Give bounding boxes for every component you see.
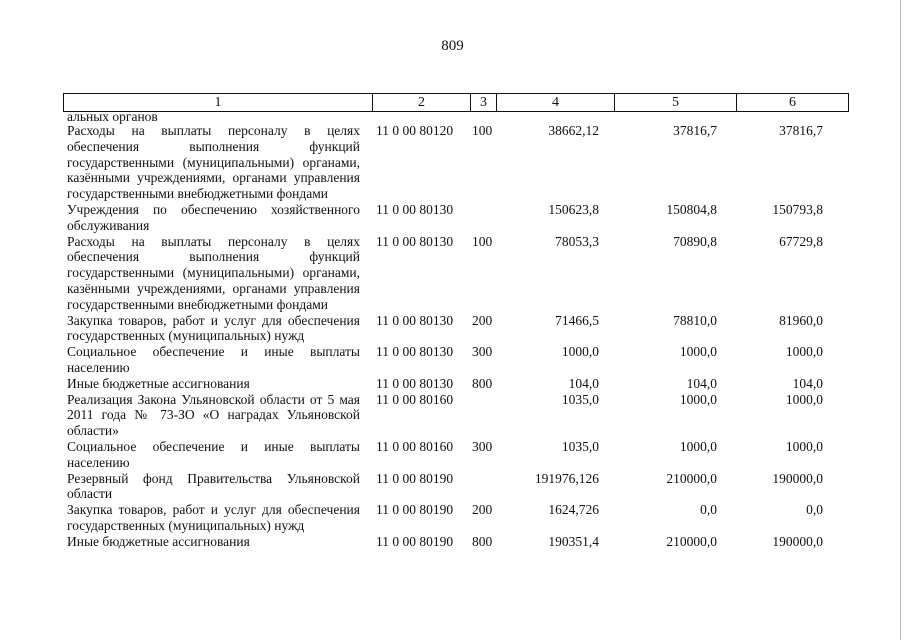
header-cell-5: 5 — [614, 94, 736, 111]
row-value-3: 150793,8 — [772, 201, 823, 217]
row-value-2: 1000,0 — [679, 344, 717, 360]
table-row — [67, 392, 849, 439]
header-cell-3: 3 — [470, 94, 496, 111]
row-expense-type: 100 — [472, 123, 493, 138]
table-row — [67, 202, 849, 234]
row-value-1: 1035,0 — [561, 391, 599, 407]
row-value-2: 70890,8 — [673, 233, 717, 249]
table-row — [67, 123, 849, 202]
row-value-1: 150623,8 — [548, 201, 599, 217]
row-code: 11 0 00 80130 — [376, 312, 454, 328]
row-code: 11 0 00 80130 — [376, 344, 454, 360]
row-value-1: 1035,0 — [561, 438, 599, 454]
row-value-3: 37816,7 — [779, 123, 823, 138]
row-description: Социальное обеспечение и иные выплаты населению — [67, 438, 360, 470]
row-value-1: 1624,726 — [548, 502, 599, 518]
header-cell-6: 6 — [736, 94, 848, 111]
table-row — [67, 234, 849, 313]
row-value-2: 0,0 — [700, 502, 717, 518]
row-expense-type: 300 — [472, 438, 493, 454]
row-value-1: 38662,12 — [548, 123, 599, 138]
page-number: 809 — [441, 38, 464, 54]
row-expense-type: 800 — [472, 375, 493, 391]
row-code: 11 0 00 80120 — [376, 123, 454, 138]
header-cell-1: 1 — [214, 95, 222, 110]
row-description: Закупка товаров, работ и услуг для обеспечения государственных (муниципальных) нужд — [67, 312, 360, 344]
row-code: 11 0 00 80190 — [376, 502, 454, 518]
table-row — [67, 376, 849, 392]
header-cell-4: 4 — [496, 94, 614, 111]
row-value-2: 150804,8 — [666, 201, 717, 217]
row-expense-type: 300 — [472, 344, 493, 360]
row-value-1: 104,0 — [568, 375, 599, 391]
row-value-3: 190000,0 — [772, 533, 823, 549]
row-value-3: 67729,8 — [779, 233, 823, 249]
row-expense-type: 200 — [472, 312, 493, 328]
row-value-3: 1000,0 — [785, 391, 823, 407]
row-value-1: 190351,4 — [548, 533, 599, 549]
row-code: 11 0 00 80130 — [376, 201, 454, 217]
row-description: Иные бюджетные ассигнования — [67, 375, 250, 391]
row-value-3: 104,0 — [792, 375, 823, 391]
row-code: 11 0 00 80160 — [376, 391, 454, 407]
continuation-text: альных органов — [67, 109, 158, 124]
row-code: 11 0 00 80130 — [376, 233, 454, 249]
row-value-1: 71466,5 — [555, 312, 599, 328]
row-expense-type: 800 — [472, 533, 493, 549]
row-expense-type — [472, 202, 499, 234]
table-row — [67, 502, 849, 534]
row-value-3: 190000,0 — [772, 470, 823, 486]
row-value-3: 81960,0 — [779, 312, 823, 328]
row-code: 11 0 00 80190 — [376, 533, 454, 549]
row-value-3: 1000,0 — [785, 344, 823, 360]
row-expense-type: 100 — [472, 233, 493, 249]
table-row — [67, 471, 849, 503]
row-value-3: 1000,0 — [785, 438, 823, 454]
row-value-2: 1000,0 — [679, 391, 717, 407]
row-description: Закупка товаров, работ и услуг для обеспечения государственных (муниципальных) нужд — [67, 502, 360, 533]
row-value-3: 0,0 — [806, 502, 823, 518]
page-edge-line — [900, 0, 901, 640]
header-cell-2: 2 — [372, 94, 470, 111]
row-expense-type — [472, 392, 499, 439]
table-row — [67, 344, 849, 376]
row-code: 11 0 00 80130 — [376, 375, 454, 391]
row-value-2: 1000,0 — [679, 438, 717, 454]
table-rows — [67, 123, 849, 550]
row-value-2: 37816,7 — [673, 123, 717, 138]
table-row — [67, 534, 849, 550]
row-value-2: 104,0 — [686, 375, 717, 391]
row-expense-type — [472, 471, 499, 503]
row-code: 11 0 00 80160 — [376, 438, 454, 454]
row-value-2: 78810,0 — [673, 312, 717, 328]
table-row — [67, 439, 849, 471]
row-description: Расходы на выплаты персоналу в целях обеспечения выполнения функций государственными (муниципальными) органами, казёнными учреждениями, органами управления государственными внебюджетными фондами — [67, 123, 360, 202]
row-description: Реализация Закона Ульяновской области от 5 мая 2011 года № 73-ЗО «О наградах Ульяновской области» — [67, 391, 360, 439]
row-value-1: 191976,126 — [534, 470, 599, 486]
row-value-2: 210000,0 — [666, 470, 717, 486]
row-value-2: 210000,0 — [666, 533, 717, 549]
row-description: Иные бюджетные ассигнования — [67, 533, 250, 549]
row-value-1: 78053,3 — [555, 233, 599, 249]
row-description: Учреждения по обеспечению хозяйственного обслуживания — [67, 201, 360, 233]
table-body — [67, 110, 849, 550]
row-description: Резервный фонд Правительства Ульяновской области — [67, 470, 360, 502]
row-value-1: 1000,0 — [561, 344, 599, 360]
row-code: 11 0 00 80190 — [376, 470, 454, 486]
row-description: Расходы на выплаты персоналу в целях обеспечения выполнения функций государственными (муниципальными) органами, казёнными учреждениями, органами управления государственными внебюджетными фондами — [67, 233, 360, 312]
table-row — [67, 313, 849, 345]
row-expense-type: 200 — [472, 502, 493, 518]
row-description: Социальное обеспечение и иные выплаты населению — [67, 344, 360, 375]
